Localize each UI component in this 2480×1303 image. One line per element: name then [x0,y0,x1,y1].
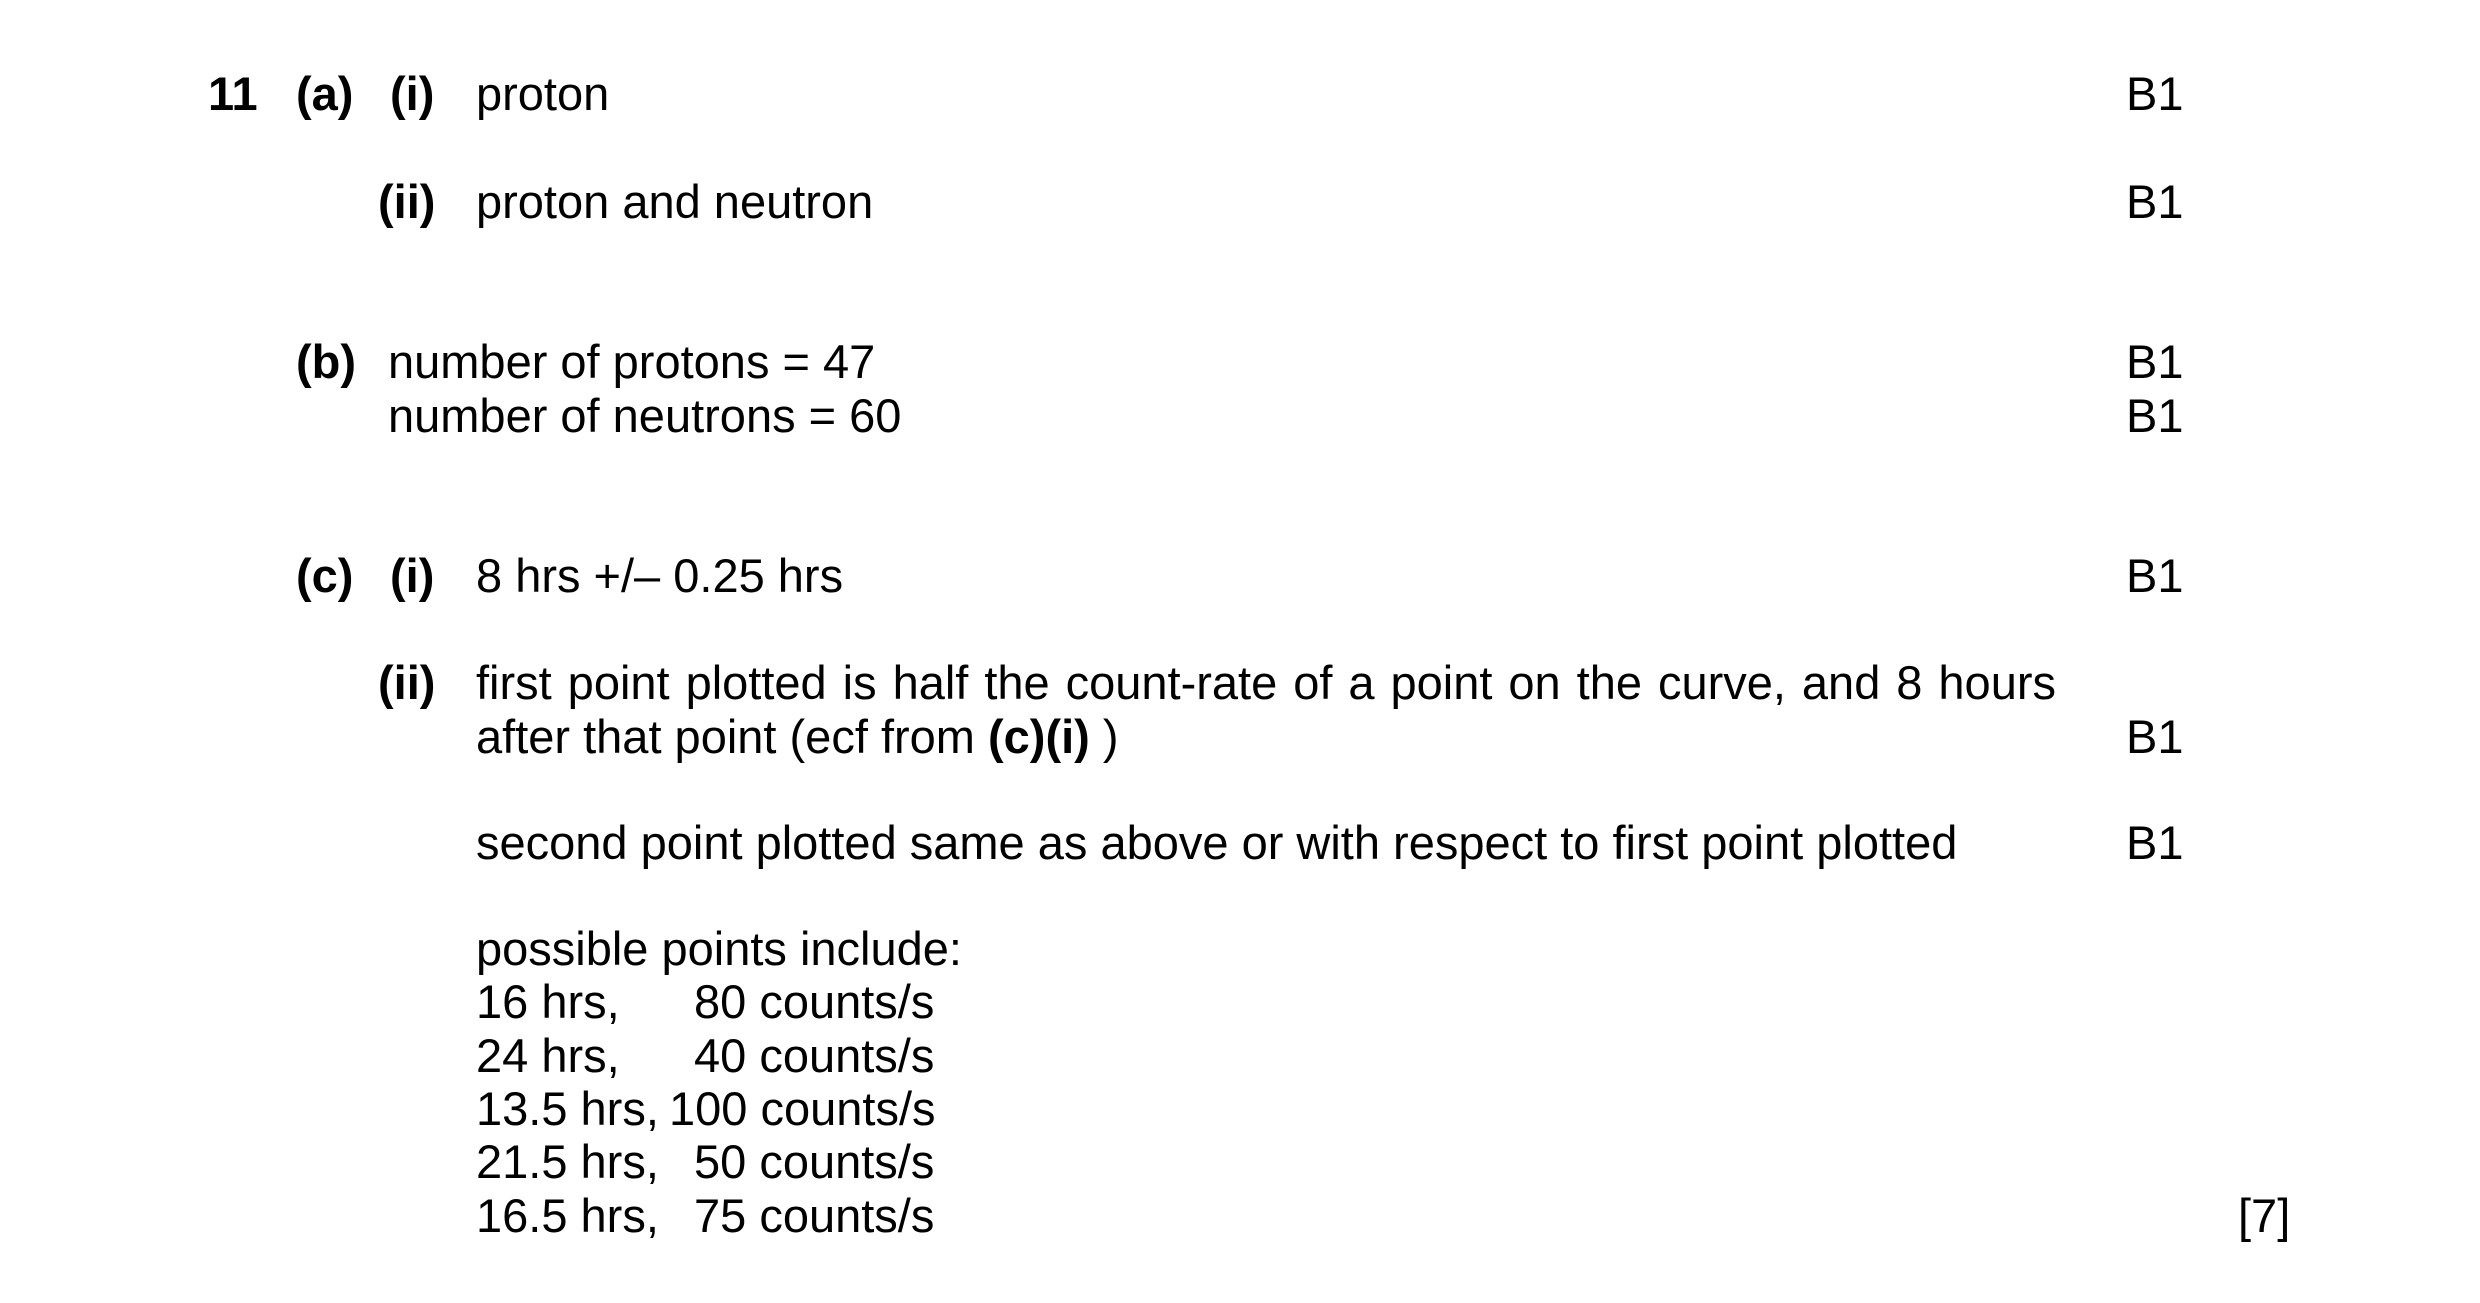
point-time: 16.5 hrs, [476,1189,659,1242]
part-c-i-label: (i) [390,549,435,602]
point-count: 100 counts/s [669,1082,936,1135]
part-c-i-mark: B1 [2126,549,2184,602]
point-time: 13.5 hrs, [476,1082,659,1135]
part-c-ii-second-point: second point plotted same as above or with respect to first point plotted [476,816,1958,869]
point-time: 24 hrs, [476,1029,620,1082]
line2-prefix: after that point (ecf from [476,710,988,763]
point-count: 75 counts/s [694,1189,935,1242]
point-time: 21.5 hrs, [476,1135,659,1188]
part-a-i-label: (i) [390,67,435,120]
question-number: 11 [208,67,258,120]
part-b-label: (b) [296,335,357,388]
part-c-ii-mark-1: B1 [2126,710,2184,763]
point-count: 80 counts/s [694,975,935,1028]
part-c-ii-line2 [476,710,1119,764]
part-a-ii-answer: proton and neutron [476,175,874,228]
part-c-i-answer: 8 hrs +/– 0.25 hrs [476,549,844,602]
part-a-ii-label: (ii) [378,175,436,228]
part-a-label: (a) [296,67,354,120]
possible-points-heading: possible points include: [476,922,962,975]
part-a-i-answer: proton [476,67,610,120]
part-b-protons: number of protons = 47 [388,335,876,388]
point-count: 50 counts/s [694,1135,935,1188]
part-b-neutrons: number of neutrons = 60 [388,389,902,442]
line2-suffix: ) [1089,710,1119,763]
total-marks: [7] [2238,1189,2291,1242]
point-count: 40 counts/s [694,1029,935,1082]
part-b-neutrons-mark: B1 [2126,389,2184,442]
part-c-ii-label: (ii) [378,656,436,709]
point-time: 16 hrs, [476,975,620,1028]
part-c-ii-line1: first point plotted is half the count-rate of a point on the curve, and 8 hours [476,656,2056,709]
line2-reference: (c)(i) [988,710,1090,763]
part-c-label: (c) [296,549,354,602]
part-c-ii-mark-2: B1 [2126,816,2184,869]
part-a-i-mark: B1 [2126,67,2184,120]
part-a-ii-mark: B1 [2126,175,2184,228]
part-b-protons-mark: B1 [2126,335,2184,388]
